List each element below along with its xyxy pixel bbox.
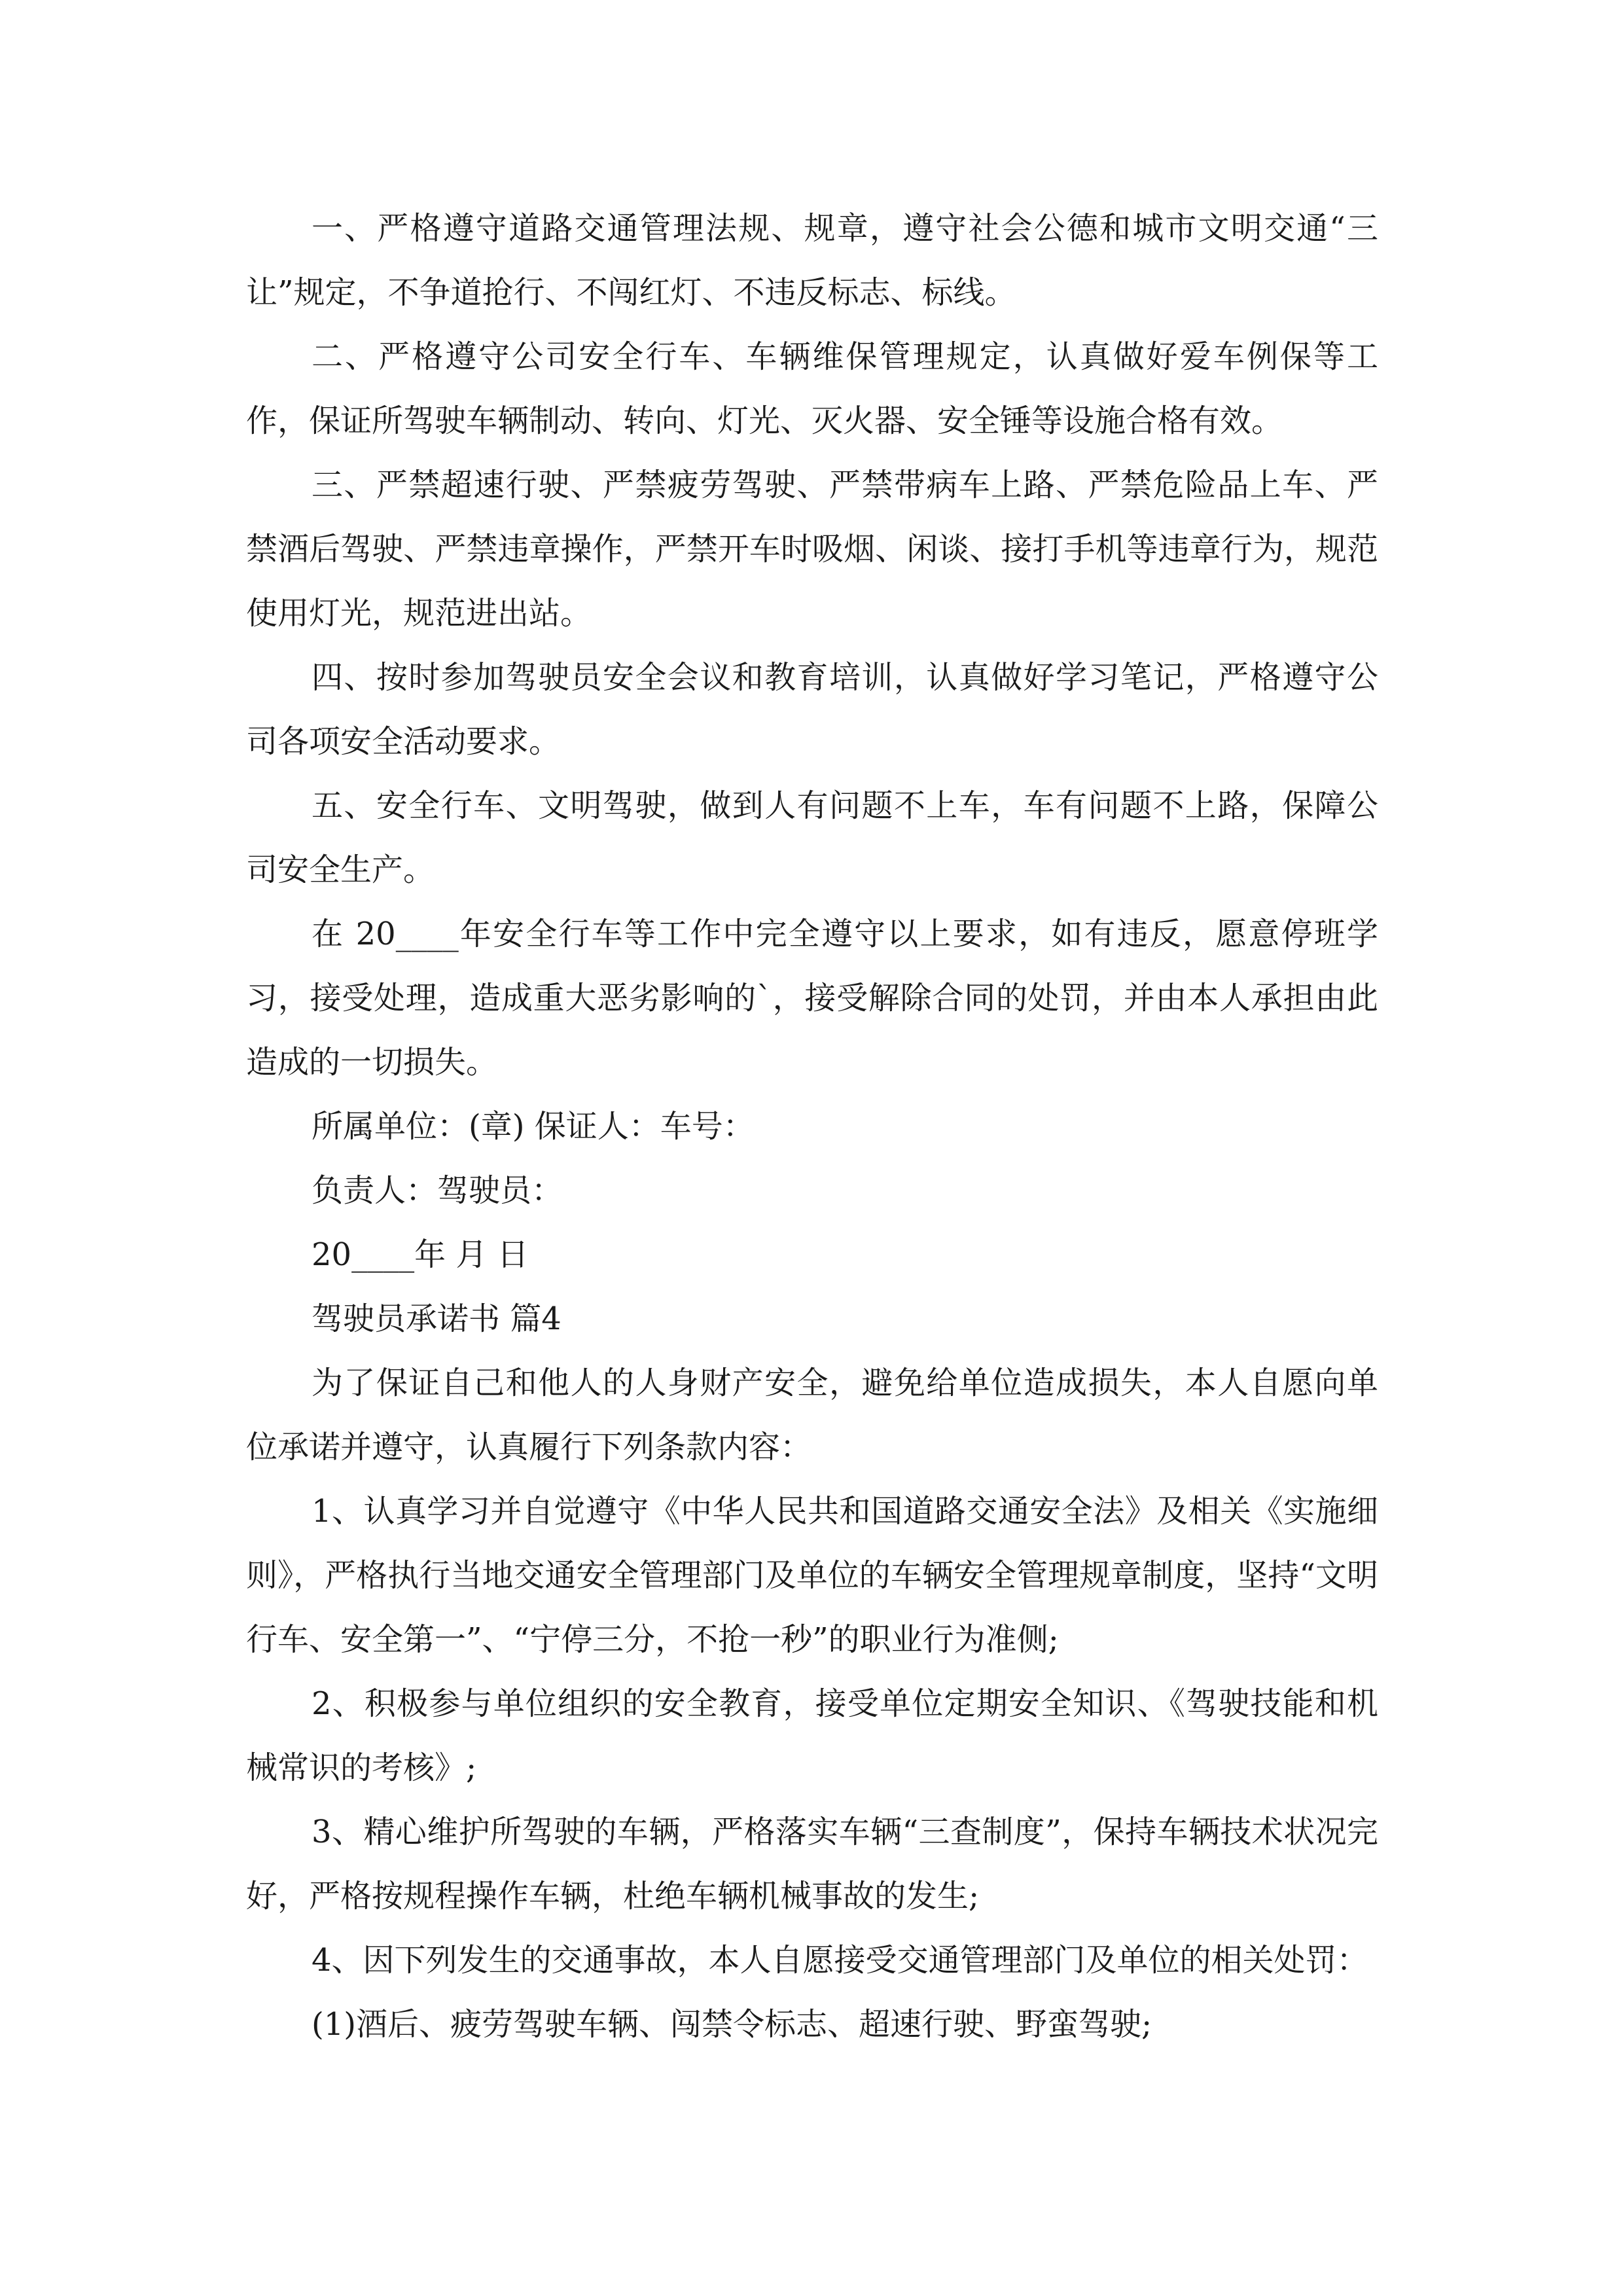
paragraph-intro: 为了保证自己和他人的人身财产安全，避免给单位造成损失，本人自愿向单位承诺并遵守，认真履行下列条款内容： — [246, 1365, 1378, 1465]
paragraph-1: 一、严格遵守道路交通管理法规、规章，遵守社会公德和城市文明交通“三让”规定，不争道抢行、不闯红灯、不违反标志、标线。 — [246, 210, 1378, 311]
signature-line-driver: 负责人：驾驶员： — [312, 1172, 563, 1209]
paragraph-5: 五、安全行车、文明驾驶，做到人有问题不上车，车有问题不上路，保障公司安全生产。 — [246, 787, 1378, 888]
document-page — [246, 196, 1378, 2056]
clause-4: 4、因下列发生的交通事故，本人自愿接受交通管理部门及单位的相关处罚： — [312, 1942, 1368, 1979]
clause-3: 3、精心维护所驾驶的车辆，严格落实车辆“三查制度”，保持车辆技术状况完好，严格按规程操作车辆，杜绝车辆机械事故的发生; — [246, 1814, 1378, 1914]
signature-line-unit: 所属单位：(章) 保证人：车号： — [312, 1108, 755, 1145]
clause-4-item-1: (1)酒后、疲劳驾驶车辆、闯禁令标志、超速行驶、野蛮驾驶; — [312, 2006, 1152, 2043]
paragraph-2: 二、严格遵守公司安全行车、车辆维保管理规定，认真做好爱车例保等工作，保证所驾驶车辆制动、转向、灯光、灭火器、安全锤等设施合格有效。 — [246, 338, 1378, 439]
clause-1: 1、认真学习并自觉遵守《中华人民共和国道路交通安全法》及相关《实施细则》，严格执行当地交通安全管理部门及单位的车辆安全管理规章制度，坚持“文明行车、安全第一”、“宁停三分，不抢一秒”的职业行为准侧; — [246, 1493, 1378, 1658]
paragraph-3: 三、严禁超速行驶、严禁疲劳驾驶、严禁带病车上路、严禁危险品上车、严禁酒后驾驶、严禁违章操作，严禁开车时吸烟、闲谈、接打手机等违章行为，规范使用灯光，规范进出站。 — [246, 467, 1378, 632]
clause-2: 2、积极参与单位组织的安全教育，接受单位定期安全知识、《驾驶技能和机械常识的考核》; — [246, 1685, 1378, 1786]
section-title: 驾驶员承诺书 篇4 — [312, 1300, 562, 1337]
paragraph-4: 四、按时参加驾驶员安全会议和教育培训，认真做好学习笔记，严格遵守公司各项安全活动要求。 — [246, 659, 1378, 760]
paragraph-6: 在 20____年安全行车等工作中完全遵守以上要求，如有违反，愿意停班学习，接受处理，造成重大恶劣影响的`，接受解除合同的处罚，并由本人承担由此造成的一切损失。 — [246, 916, 1378, 1081]
date-line: 20____年 月 日 — [312, 1236, 529, 1273]
